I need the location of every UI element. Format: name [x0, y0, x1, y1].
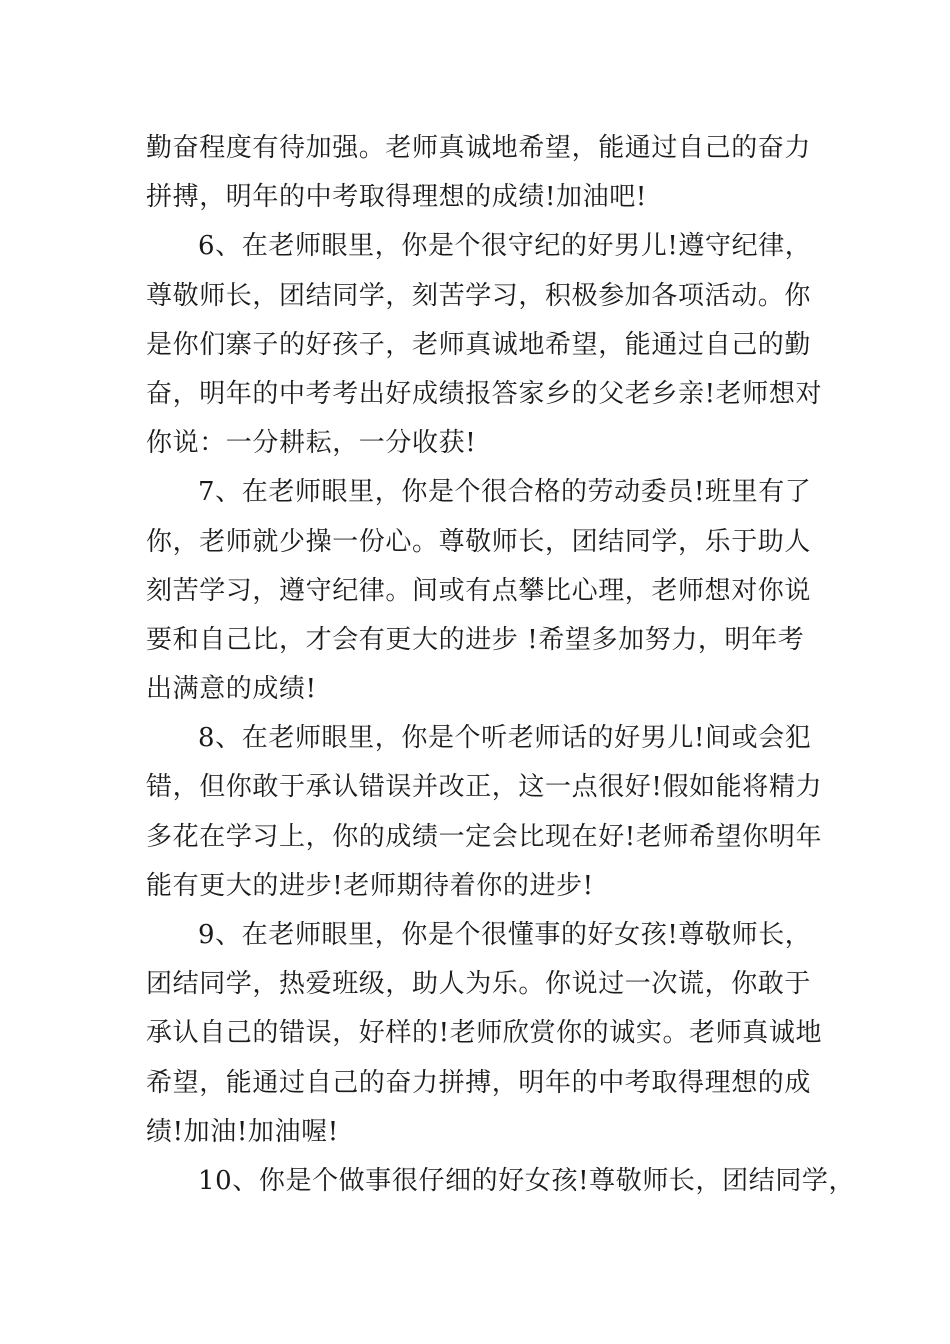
paragraph-start-line: 6、在老师眼里，你是个很守纪的好男儿!遵守纪律， [198, 231, 812, 262]
text-line: 承认自己的错误，好样的!老师欣赏你的诚实。老师真诚地 [146, 1018, 823, 1049]
text-line: 你说：一分耕耘，一分收获! [146, 428, 477, 459]
text-line: 拼搏，明年的中考取得理想的成绩!加油吧! [146, 182, 647, 213]
text-line: 希望，能通过自己的奋力拼搏，明年的中考取得理想的成 [146, 1067, 812, 1098]
paragraph-start-line: 10、你是个做事很仔细的好女孩!尊敬师长，团结同学， [198, 1165, 856, 1196]
text-line: 尊敬师长，团结同学，刻苦学习，积极参加各项活动。你 [146, 280, 812, 311]
text-line: 是你们寨子的好孩子，老师真诚地希望，能通过自己的勤 [146, 329, 812, 360]
text-line: 多花在学习上，你的成绩一定会比现在好!老师希望你明年 [146, 821, 823, 852]
text-line: 要和自己比，才会有更大的进步 !希望多加努力，明年考 [146, 624, 805, 655]
text-line: 奋，明年的中考考出好成绩报答家乡的父老乡亲!老师想对 [146, 378, 823, 409]
paragraph-start-line: 9、在老师眼里，你是个很懂事的好女孩!尊敬师长， [198, 920, 812, 950]
document-body [146, 124, 856, 1206]
text-line: 团结同学，热爱班级，助人为乐。你说过一次谎，你敢于 [146, 969, 812, 1000]
text-line: 绩!加油!加油喔! [146, 1116, 339, 1147]
text-line: 刻苦学习，遵守纪律。间或有点攀比心理，老师想对你说 [146, 575, 812, 606]
text-line: 能有更大的进步!老师期待着你的进步! [146, 870, 594, 901]
text-line: 勤奋程度有待加强。老师真诚地希望，能通过自己的奋力 [146, 133, 812, 163]
text-line: 错，但你敢于承认错误并改正，这一点很好!假如能将精力 [146, 772, 823, 803]
paragraph-start-line: 7、在老师眼里，你是个很合格的劳动委员!班里有了 [198, 477, 812, 508]
paragraph-start-line: 8、在老师眼里，你是个听老师话的好男儿!间或会犯 [198, 723, 812, 754]
text-line: 你，老师就少操一份心。尊敬师长，团结同学，乐于助人 [146, 526, 812, 557]
text-line: 出满意的成绩! [146, 674, 317, 705]
